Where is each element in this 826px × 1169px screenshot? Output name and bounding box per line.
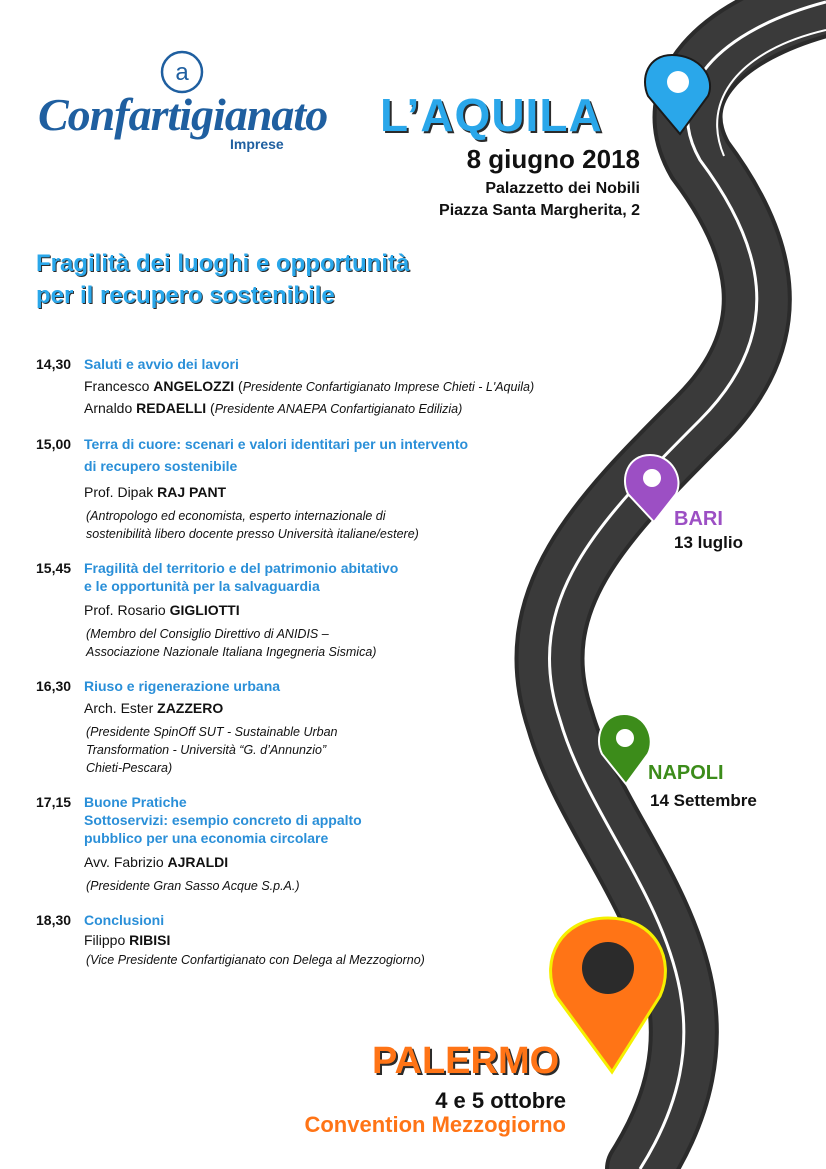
session-role: (Presidente SpinOff SUT - Sustainable Urban	[86, 725, 338, 739]
session-title: Riuso e rigenerazione urbana	[84, 678, 281, 694]
event-theme	[36, 248, 409, 312]
session-title: Sottoservizi: esempio concreto di appalto	[84, 812, 362, 828]
session-speaker: Prof. Rosario GIGLIOTTI	[84, 602, 240, 618]
event-venue-line2: Piazza Santa Margherita, 2	[439, 202, 640, 219]
session-speaker: Avv. Fabrizio AJRALDI	[84, 854, 229, 870]
logo-name: Confartigianato	[38, 89, 328, 140]
session-role: Chieti-Pescara)	[86, 761, 173, 775]
session-role: sostenibilità libero docente presso Università italiane/estere)	[86, 527, 419, 541]
session-role: (Membro del Consiglio Direttivo di ANIDIS –	[86, 627, 329, 641]
session-time: 16,30	[36, 678, 72, 694]
session-time: 14,30	[36, 356, 72, 372]
session-speaker: Prof. Dipak RAJ PANT	[84, 484, 227, 500]
stop-napoli-city: NAPOLI	[648, 762, 724, 784]
session-title: Terra di cuore: scenari e valori identitari per un intervento	[84, 436, 469, 452]
stop-bari-city: BARI	[674, 508, 723, 530]
session-time: 17,15	[36, 794, 72, 810]
stop-palermo-city: PALERMO	[372, 1040, 560, 1082]
session-role: Transformation - Università “G. d’Annunzio”	[86, 743, 327, 757]
session-role: Associazione Nazionale Italiana Ingegneria Sismica)	[86, 645, 377, 659]
session-title: pubblico per una economia circolare	[84, 830, 329, 846]
session-title: e le opportunità per la salvaguardia	[84, 578, 320, 594]
session-speaker: Arnaldo REDAELLI (Presidente ANAEPA Confartigianato Edilizia)	[84, 400, 463, 416]
session-time: 15,45	[36, 560, 72, 576]
event-venue-line1: Palazzetto dei Nobili	[485, 180, 640, 197]
logo-sub: Imprese	[230, 136, 284, 152]
event-date: 8 giugno 2018	[466, 144, 640, 174]
session-role: (Presidente Gran Sasso Acque S.p.A.)	[86, 879, 300, 893]
session-speaker: Francesco ANGELOZZI (Presidente Confartigianato Imprese Chieti - L'Aquila)	[84, 378, 535, 394]
event-theme-line2: per il recupero sostenibile	[36, 282, 335, 309]
stop-palermo-label: Convention Mezzogiorno	[304, 1112, 566, 1137]
session-speaker: Filippo RIBISI	[84, 932, 171, 948]
session-title: Conclusioni	[84, 912, 165, 928]
event-theme-line1: Fragilità dei luoghi e opportunità	[36, 250, 410, 277]
session-title: Saluti e avvio dei lavori	[84, 356, 239, 372]
session-speaker: Arch. Ester ZAZZERO	[84, 700, 224, 716]
session-title: Buone Pratiche	[84, 794, 187, 810]
stop-palermo-date: 4 e 5 ottobre	[435, 1088, 566, 1113]
stop-bari-date: 13 luglio	[674, 533, 743, 552]
logo-symbol: a	[175, 59, 189, 86]
session-time: 15,00	[36, 436, 72, 452]
session-title: Fragilità del territorio e del patrimonio abitativo	[84, 560, 399, 576]
event-city: L’AQUILA	[380, 89, 603, 141]
session-role: (Vice Presidente Confartigianato con Delega al Mezzogiorno)	[86, 953, 425, 967]
stop-napoli-date: 14 Settembre	[650, 791, 757, 810]
session-role: (Antropologo ed economista, esperto internazionale di	[86, 509, 386, 523]
session-title: di recupero sostenibile	[84, 458, 238, 474]
session-time: 18,30	[36, 912, 72, 928]
